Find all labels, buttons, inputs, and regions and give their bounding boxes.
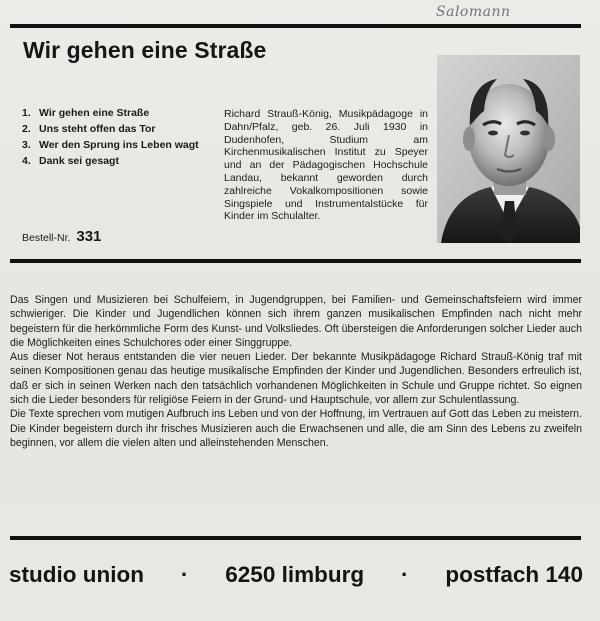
track-item bbox=[22, 139, 202, 151]
track-list bbox=[22, 107, 202, 171]
track-title: Wer den Sprung ins Leben wagt bbox=[39, 139, 199, 151]
footer-separator: · bbox=[401, 562, 409, 587]
track-title: Uns steht offen das Tor bbox=[39, 123, 156, 135]
order-value: 331 bbox=[76, 228, 102, 245]
composer-bio: Richard Strauß-König, Musikpädagoge in Dahn/Pfalz, geb. 26. Juli 1930 in Dudenhofen, Studium am Kirchenmusikalischen Institut zu Speyer und an der Pädagogischen Hochschule Landau, bekannt geworden durch zahlreiche Vokalkompositionen sowie Singspiele und Instrumentalstücke für Kinder im Schulalter. bbox=[224, 108, 428, 223]
handwritten-note: Salomann bbox=[436, 4, 511, 20]
publisher-footer bbox=[9, 562, 583, 588]
track-title: Wir gehen eine Straße bbox=[39, 107, 150, 119]
top-rule bbox=[10, 24, 581, 28]
track-item bbox=[22, 123, 202, 135]
bottom-rule bbox=[10, 536, 581, 540]
track-number: 2. bbox=[22, 123, 31, 135]
footer-separator: · bbox=[180, 562, 189, 587]
liner-notes-text: Das Singen und Musizieren bei Schulfeiern, in Jugendgruppen, bei Familien- und Gemeinschaftsfeiern wird immer schwieriger. Die Kinder und Jugendlichen können sich ihrem ganzen musikalischen Empfinden nach nicht mehr begeistern für die herkömmliche Form des Kunst- und Volksliedes. Oft übersteigen die Anforderungen solcher Lieder auch die Möglichkeiten eines Schulchores oder einer Singgruppe. Aus dieser Not heraus entstanden die vier neuen Lieder. Der bekannte Musikpädagoge Richard Strauß-König traf mit seinen Kompositionen genau das heutige musikalische Empfinden der Kinder und Jugendlichen. Besonders erfreulich ist, daß er sich in seinen Werken nach den tatsächlich vorhandenen Möglichkeiten in Schule und Gruppe richtet. So eignen sich die Lieder besonders für religiöse Feiern in der Grund- und Hauptschule, vor allem zur Schulentlassung. Die Texte sprechen vom mutigen Aufbruch ins Leben und von der Hoffnung, im Vertrauen auf Gott das Leben zu meistern. Die Kinder begeistern durch ihr frisches Musizieren auch die Erwachsenen und alle, die am Sinn des Lebens zu zweifeln beginnen, vor allem die vielen alten und alleinstehenden Menschen. bbox=[10, 294, 583, 449]
order-number bbox=[22, 228, 101, 245]
order-label: Bestell-Nr. bbox=[22, 232, 71, 244]
publisher-name: studio union bbox=[9, 562, 144, 587]
track-title: Dank sei gesagt bbox=[39, 155, 119, 167]
track-number: 3. bbox=[22, 139, 31, 151]
composer-portrait bbox=[437, 55, 580, 243]
publisher-postbox: postfach 140 bbox=[445, 562, 583, 587]
publisher-city: 6250 limburg bbox=[225, 562, 365, 587]
album-title: Wir gehen eine Straße bbox=[23, 37, 267, 63]
track-item bbox=[22, 107, 202, 119]
track-number: 4. bbox=[22, 155, 31, 167]
track-item bbox=[22, 155, 202, 167]
liner-notes bbox=[10, 293, 582, 450]
track-number: 1. bbox=[22, 107, 31, 119]
middle-rule bbox=[10, 259, 581, 263]
